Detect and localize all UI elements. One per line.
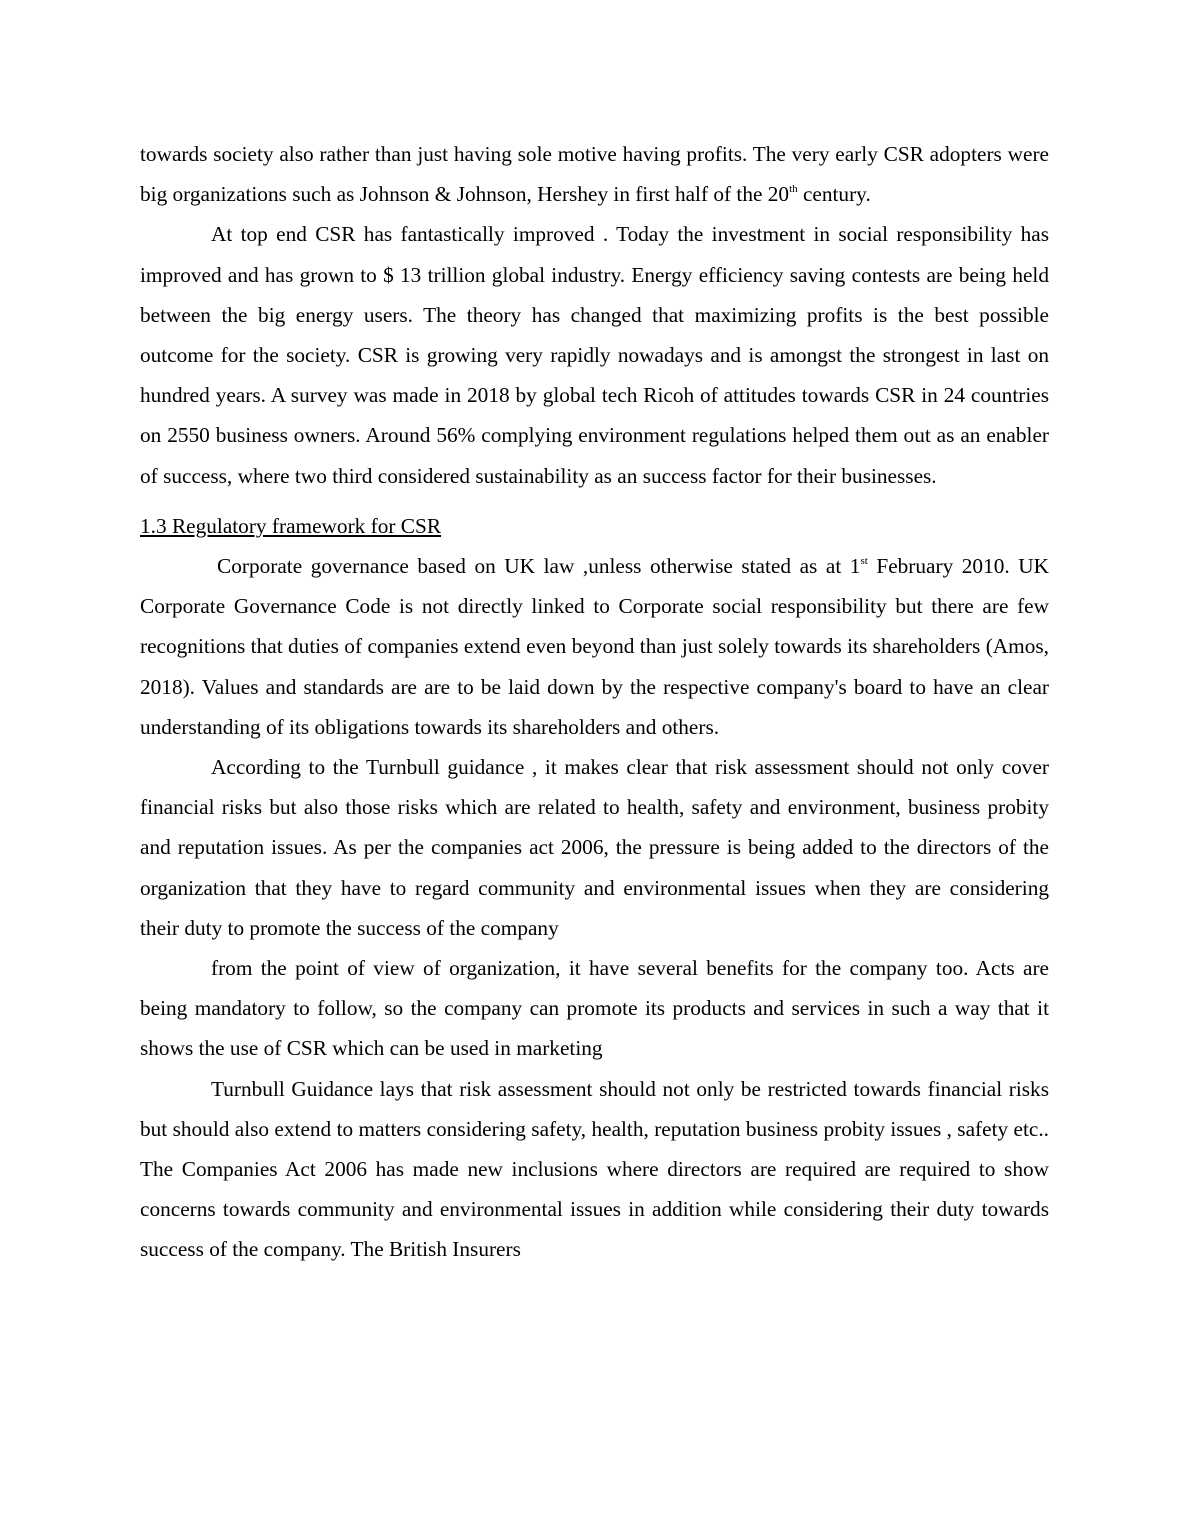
paragraph-6: Turnbull Guidance lays that risk assessment should not only be restricted towards financial risks but should also extend to matters considering safety, health, reputation business probity issues , safety etc.. The Companies Act 2006 has made new inclusions where directors are required are required to show concerns towards community and environmental issues in addition while considering their duty towards success of the company. The British Insurers	[140, 1076, 1049, 1262]
superscript-th: th	[789, 183, 798, 196]
paragraph-2: At top end CSR has fantastically improved . Today the investment in social responsibility has improved and has grown to $ 13 trillion global industry. Energy efficiency saving contests are being held between the big energy users. The theory has changed that maximizing profits is the best possible outcome for the society. CSR is growing very rapidly nowadays and is amongst the strongest in last on hundred years. A survey was made in 2018 by global tech Ricoh of attitudes towards CSR in 24 countries on 2550 business owners. Around 56% complying environment regulations helped them out as an enabler of success, where two third considered sustainability as an success factor for their businesses.	[140, 222, 1049, 488]
paragraph-1-text: towards society also rather than just having sole motive having profits. The very early CSR adopters were big organizations such as Johnson & Johnson, Hershey in first half of the 20	[140, 142, 1049, 207]
section-heading: 1.3 Regulatory framework for CSR	[140, 513, 442, 538]
paragraph-4: According to the Turnbull guidance , it makes clear that risk assessment should not only cover financial risks but also those risks which are related to health, safety and environment, business probity and reputation issues. As per the companies act 2006, the pressure is being added to the directors of the organization that they have to regard community and environmental issues when they are considering their duty to promote the success of the company	[140, 755, 1049, 940]
paragraph-3-text: Corporate governance based on UK law ,unless otherwise stated as at 1	[217, 554, 861, 579]
paragraph-3-tail: February 2010. UK Corporate Governance Code is not directly linked to Corporate social responsibility but there are few recognitions that duties of companies extend even beyond than just solely towards its shareholders (Amos, 2018). Values and standards are are to be laid down by the respective company's board to have an clear understanding of its obligations towards its shareholders and others.	[140, 554, 1050, 739]
paragraph-5: from the point of view of organization, it have several benefits for the company too. Acts are being mandatory to follow, so the company can promote its products and services in such a way that it shows the use of CSR which can be used in marketing	[140, 956, 1049, 1061]
paragraph-1-tail: century.	[797, 182, 871, 207]
superscript-st: st	[860, 555, 868, 568]
document-body	[140, 134, 1049, 1270]
paragraph-1	[140, 134, 1049, 214]
paragraph-3	[140, 546, 1049, 747]
